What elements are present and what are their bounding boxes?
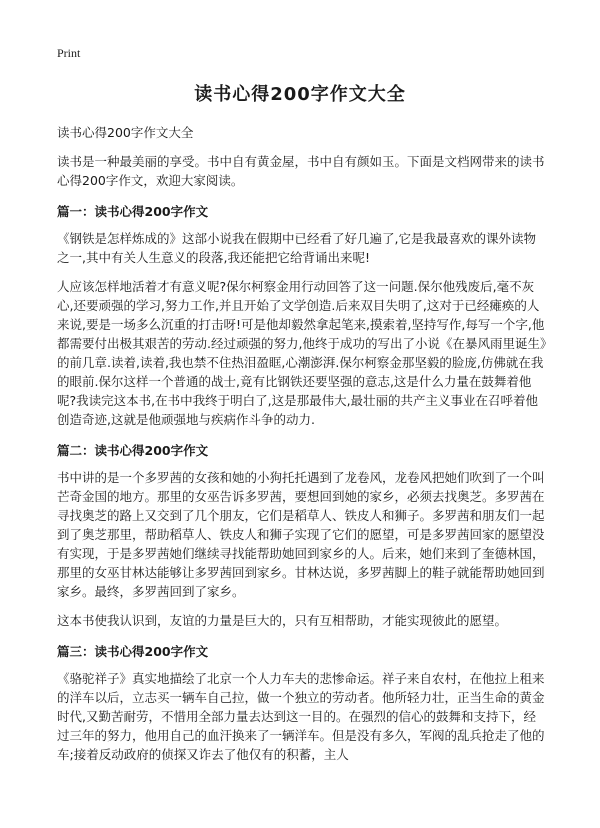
- section-1-heading: 篇一：读书心得200字作文: [57, 204, 209, 219]
- section-2-paragraph-1: 书中讲的是一个多罗茜的女孩和她的小狗托托遇到了龙卷风，龙卷风把她们吹到了一个叫芒奇金国的地方。那里的女巫告诉多罗茜，要想回到她的家乡，必须去找奥芝。多罗茜在寻找奥芝的路上又交到了几个朋友，它们是稻草人、铁皮人和狮子。多罗茜和朋友们一起到了奥芝那里，帮助稻草人、铁皮人和狮子实现了它们的愿望，可是多罗茜回家的愿望没有实现，于是多罗茜她们继续寻找能帮助她回到家乡的人。后来，她们来到了奎德林国，那里的女巫甘林达能够让多罗茜回到家乡。甘林达说，多罗茜脚上的鞋子就能帮助她回到家乡。最终，多罗茜回到了家乡。: [57, 470, 545, 599]
- section-1-paragraph-1: 《钢铁是怎样炼成的》这部小说我在假期中已经看了好几遍了,它是我最喜欢的课外读物之一,其中有关人生意义的段落,我还能把它给背诵出来呢!: [57, 231, 536, 265]
- section-3-paragraph-1: 《骆驼祥子》真实地描绘了北京一个人力车夫的悲惨命运。祥子来自农村，在他拉上租来的洋车以后，立志买一辆车自己拉，做一个独立的劳动者。他所轻力壮，正当生命的黄金时代,又勤苦耐劳，不惜用全部力量去达到这一目的。在强烈的信心的鼓舞和支持下，经过三年的努力，他用自己的血汗换来了一辆洋车。但是没有多久，军阀的乱兵抢走了他的车;接着反动政府的侦探又诈去了他仅有的积蓄，主人: [57, 671, 545, 762]
- section-3-heading: 篇三：读书心得200字作文: [57, 644, 209, 659]
- intro-paragraph: 读书是一种最美丽的享受。书中自有黄金屋，书中自有颜如玉。下面是文档网带来的读书心得200字作文，欢迎大家阅读。: [57, 154, 545, 188]
- document-subtitle: 读书心得200字作文大全: [57, 125, 194, 140]
- print-link[interactable]: Print: [57, 46, 81, 60]
- section-1-paragraph-2: 人应该怎样地活着才有意义呢?保尔柯察金用行动回答了这一问题.保尔他残废后,毫不灰心,还要顽强的学习,努力工作,并且开始了文学创造.后来双目失明了,这对于已经瘫痪的人来说,要是一场多么沉重的打击呀!可是他却毅然拿起笔来,摸索着,坚持写作,每写一个字,他都需要付出极其艰苦的劳动.经过顽强的努力,他终于成功的写出了小说《在暴风雨里诞生》的前几章.读着,读着,我也禁不住热泪盈眶,心潮澎湃.保尔柯察金那坚毅的脸庞,仿佛就在我的眼前.保尔这样一个普通的战士,竟有比钢铁还要坚强的意志,这是什么力量在鼓舞着他呢?我读完这本书,在书中我终于明白了,这是那最伟大,最壮丽的共产主义事业在召呼着他创造奇迹,这就是他顽强地与疾病作斗争的动力.: [57, 279, 547, 427]
- document-body: [57, 123, 547, 774]
- page-title: 读书心得200字作文大全: [194, 84, 406, 105]
- section-2-heading: 篇二：读书心得200字作文: [57, 443, 209, 458]
- section-2-paragraph-2: 这本书使我认识到，友谊的力量是巨大的，只有互相帮助，才能实现彼此的愿望。: [57, 613, 508, 628]
